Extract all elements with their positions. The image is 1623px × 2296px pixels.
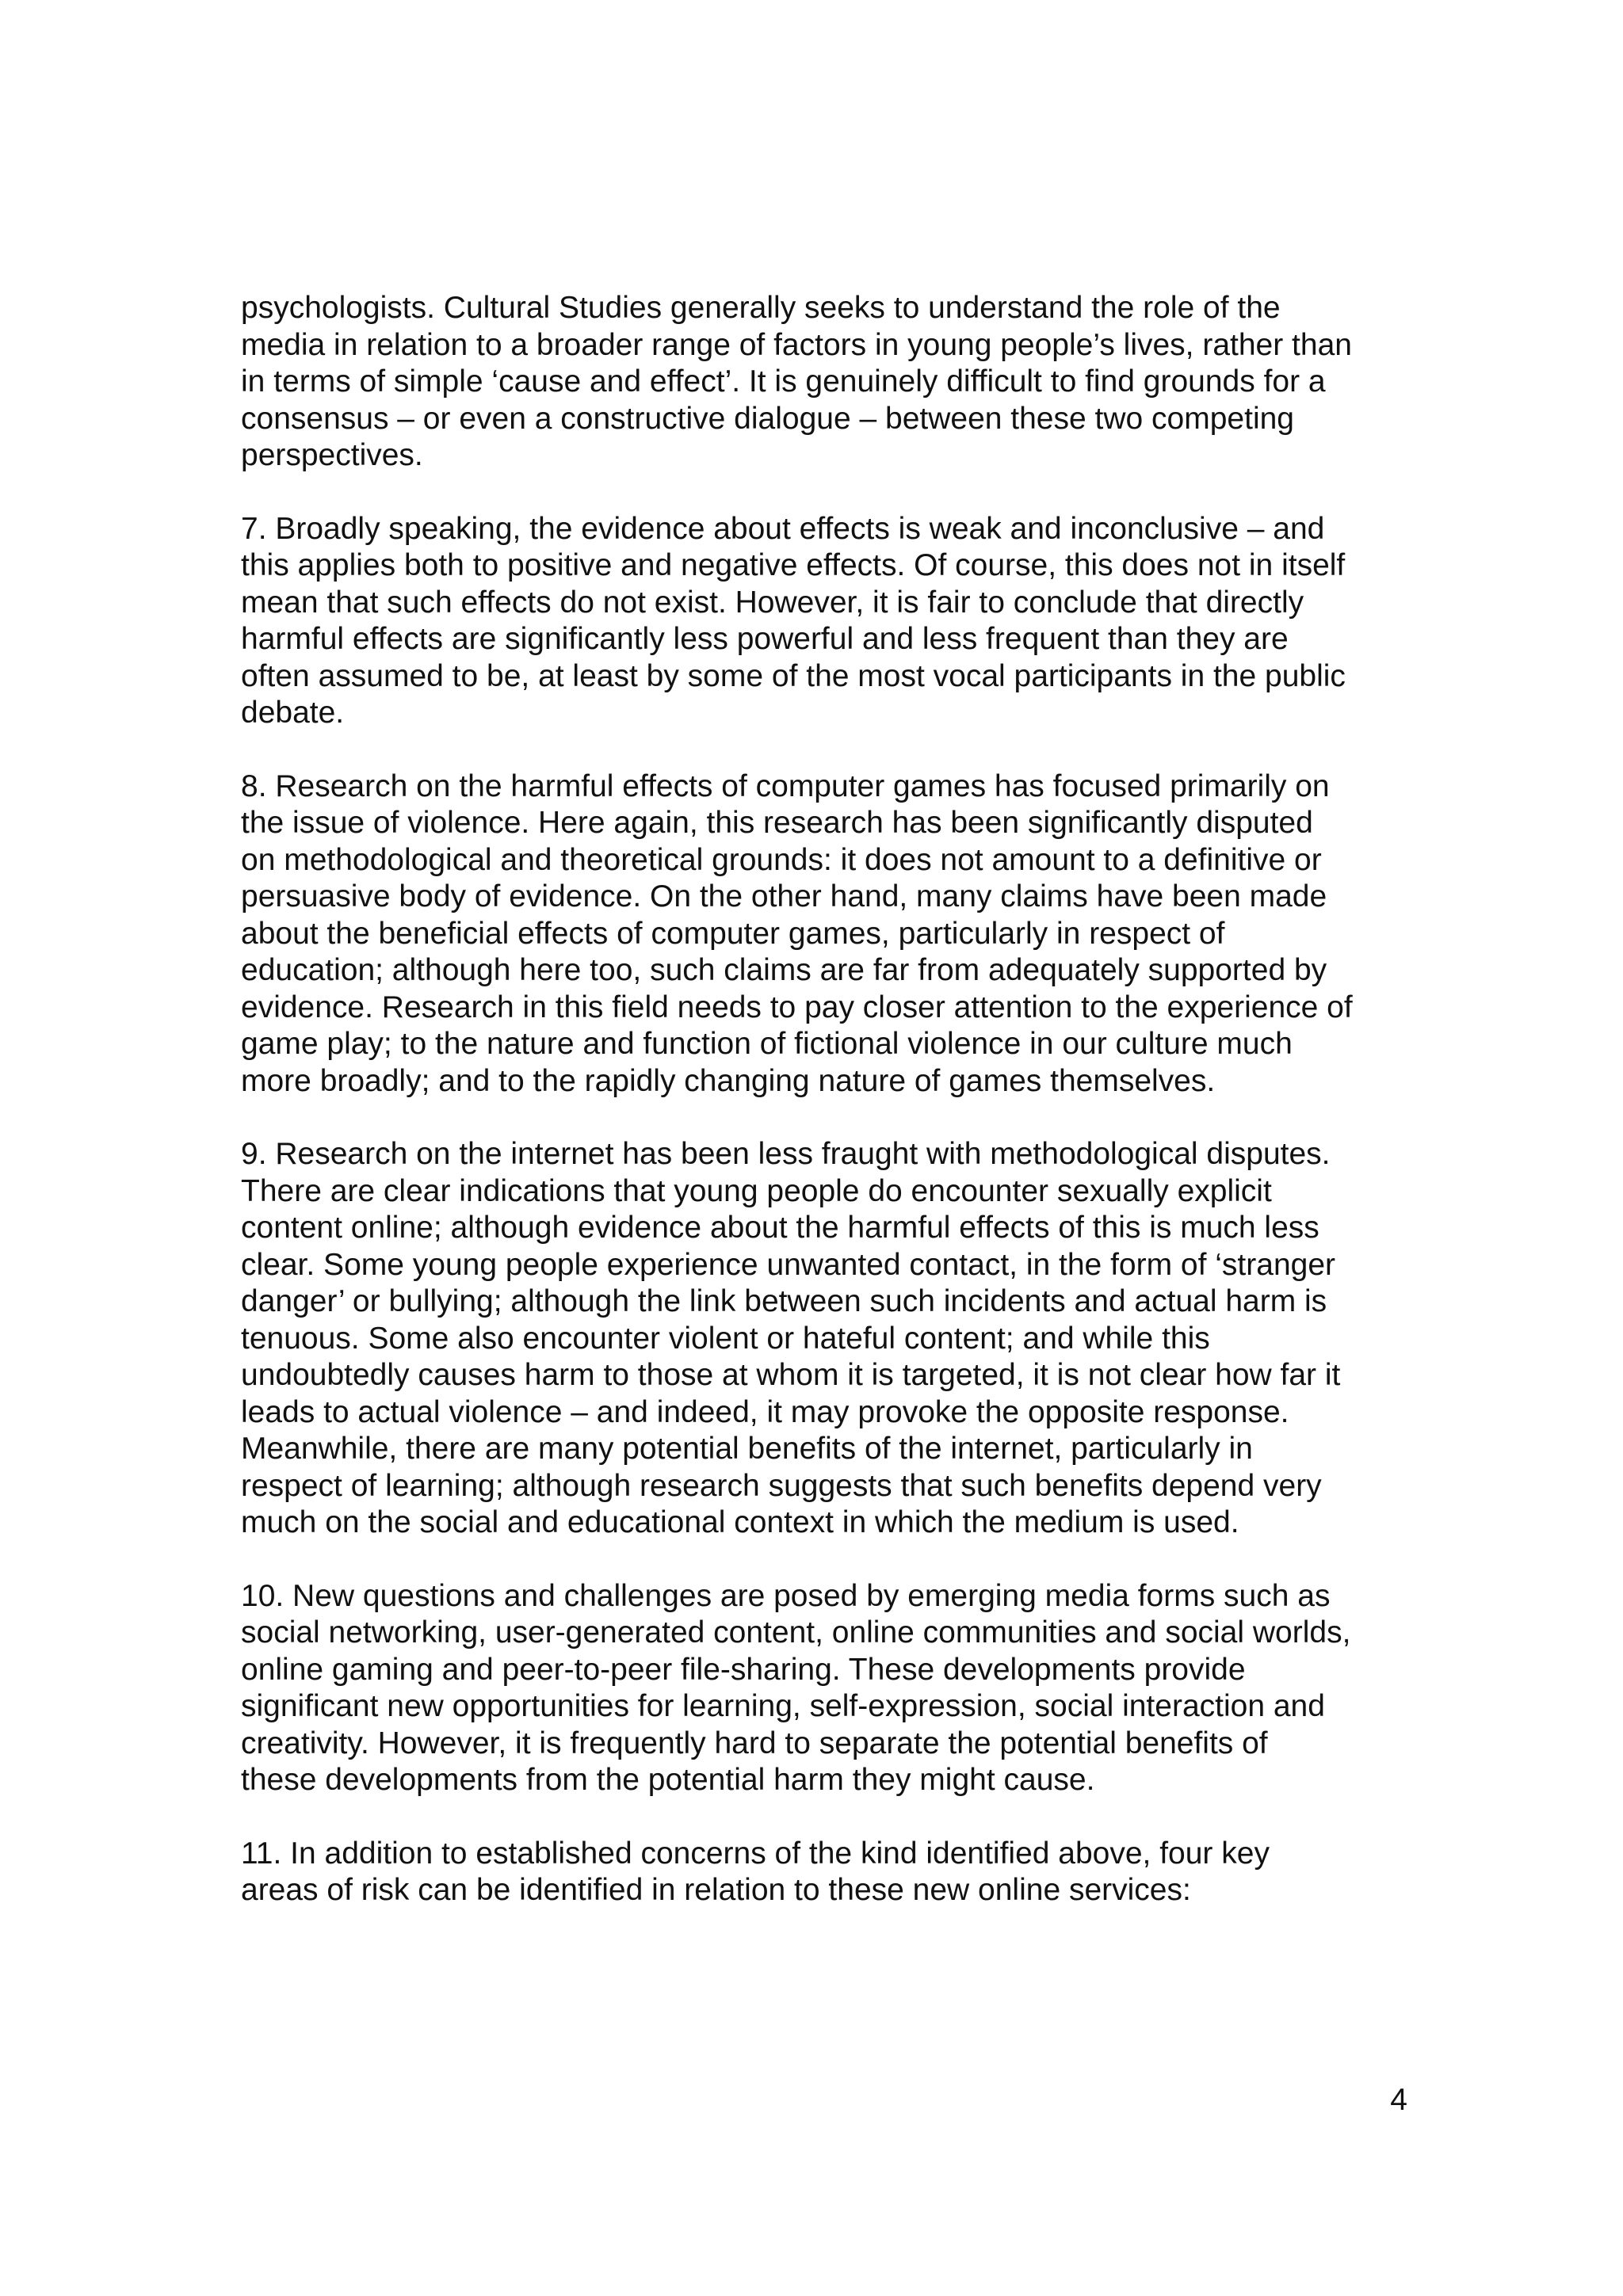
paragraph-9: 9. Research on the internet has been less fraught with methodological disputes. There are clear indications that young people do encounter sexually explicit content online; although evidence about the harmful effects of this is much less clear. Some young people experience unwanted contact, in the form of ‘stranger danger’ or bullying; although the link between such incidents and actual harm is tenuous. Some also encounter violent or hateful content; and while this undoubtedly causes harm to those at whom it is targeted, it is not clear how far it leads to actual violence – and indeed, it may provoke the opposite response. Meanwhile, there are many potential benefits of the internet, particularly in respect of learning; although research suggests that such benefits depend very much on the social and educational context in which the medium is used. (241, 1137, 1341, 1539)
paragraph-8: 8. Research on the harmful effects of computer games has focused primarily on the issue of violence. Here again, this research has been significantly disputed on methodological and theoretical grounds: it does not amount to a definitive or persuasive body of evidence. On the other hand, many claims have been made about the beneficial effects of computer games, particularly in respect of education; although here too, such claims are far from adequately supported by evidence. Research in this field needs to pay closer attention to the experience of game play; to the nature and function of fictional violence in our culture much more broadly; and to the rapidly changing nature of games themselves. (241, 769, 1353, 1098)
paragraph-10: 10. New questions and challenges are posed by emerging media forms such as social networking, user-generated content, online communities and social worlds, online gaming and peer-to-peer file-sharing. These developments provide significant new opportunities for learning, self-expression, social interaction and creativity. However, it is frequently hard to separate the potential benefits of these developments from the potential harm they might cause. (241, 1578, 1351, 1797)
document-body (241, 290, 1406, 1946)
paragraph-11: 11. In addition to established concerns of the kind identified above, four key areas of risk can be identified in relation to these new online services: (241, 1836, 1270, 1907)
paragraph-continuation: psychologists. Cultural Studies generally seeks to understand the role of the media in relation to a broader range of factors in young people’s lives, rather than in terms of simple ‘cause and effect’. It is genuinely difficult to find grounds for a consensus – or even a constructive dialogue – between these two competing perspectives. (241, 291, 1352, 472)
page-number: 4 (1390, 2083, 1407, 2117)
paragraph-7: 7. Broadly speaking, the evidence about effects is weak and inconclusive – and this applies both to positive and negative effects. Of course, this does not in itself mean that such effects do not exist. However, it is fair to conclude that directly harmful effects are significantly less powerful and less frequent than they are often assumed to be, at least by some of the most vocal participants in the public debate. (241, 511, 1346, 730)
